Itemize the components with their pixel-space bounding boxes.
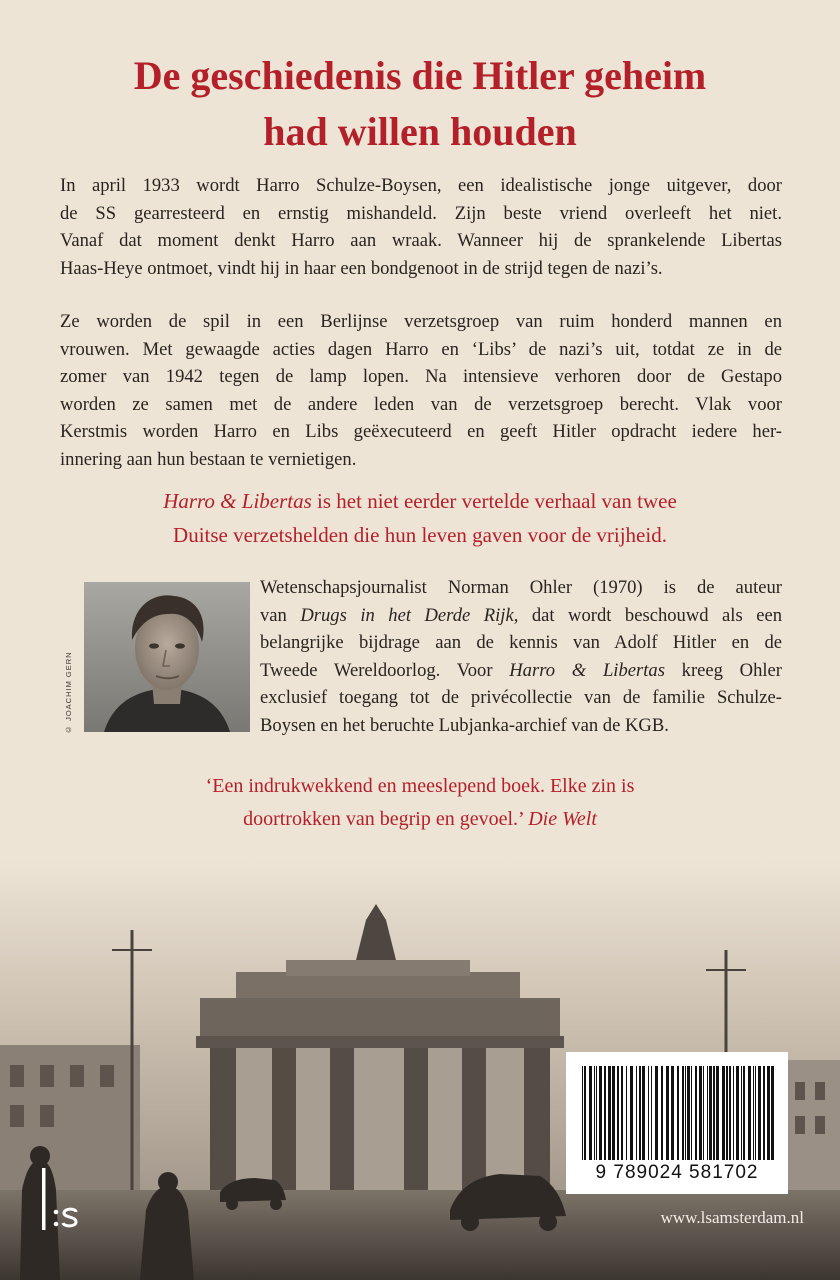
quote-1-line-1: ‘Een indrukwekkend en meeslepend boek. Elke zin is bbox=[205, 775, 635, 797]
barcode-bar bbox=[682, 1066, 684, 1160]
synopsis-line: Ze worden de spil in een Berlijnse verzetsgroep van ruim honderd mannen en bbox=[60, 311, 782, 332]
barcode-bar bbox=[666, 1066, 669, 1160]
barcode-bar bbox=[621, 1066, 623, 1160]
barcode-bar bbox=[691, 1066, 692, 1160]
tagline bbox=[0, 484, 840, 552]
author-photo bbox=[84, 582, 250, 732]
barcode-bar bbox=[594, 1066, 595, 1160]
review-quote-1 bbox=[0, 770, 840, 836]
tagline-line-1: is het niet eerder vertelde verhaal van twee bbox=[311, 489, 677, 513]
author-bio-line: Boysen en het beruchte Lubjanka-archief van de KGB. bbox=[260, 714, 669, 736]
barcode-bar bbox=[771, 1066, 774, 1160]
synopsis-line: worden ze samen met de andere leden van de verzetsgroep berecht. Vlak voor bbox=[60, 393, 782, 415]
author-bio bbox=[260, 574, 782, 739]
synopsis-line: Vanaf dat moment denkt Harro aan wraak. Wanneer hij de sprankelende Libertas bbox=[60, 230, 782, 251]
author-bio-line: van bbox=[260, 604, 301, 626]
book-title-harro: Harro & Libertas bbox=[509, 659, 665, 681]
barcode-bar bbox=[709, 1066, 712, 1160]
barcode-bar bbox=[608, 1066, 611, 1160]
barcode-bar bbox=[661, 1066, 663, 1160]
barcode-bar bbox=[648, 1066, 649, 1160]
headline-line-2: had willen houden bbox=[263, 109, 577, 154]
barcode-bar bbox=[703, 1066, 704, 1160]
barcode-bar bbox=[733, 1066, 734, 1160]
author-bio-line: kreeg Ohler bbox=[664, 659, 782, 681]
synopsis-paragraph-2 bbox=[60, 308, 782, 473]
barcode-bar bbox=[713, 1066, 715, 1160]
barcode-bar bbox=[671, 1066, 674, 1160]
author-portrait-image bbox=[84, 582, 250, 732]
synopsis-paragraph-1 bbox=[60, 172, 782, 282]
barcode-bar bbox=[630, 1066, 633, 1160]
author-bio-line: Wetenschapsjournalist Norman Ohler (1970) is de auteur bbox=[260, 577, 782, 598]
barcode-bar bbox=[617, 1066, 619, 1160]
isbn-number: 9 789024 581702 bbox=[595, 1162, 759, 1183]
barcode-bar bbox=[726, 1066, 728, 1160]
barcode-bar bbox=[584, 1066, 586, 1160]
barcode-bar bbox=[685, 1066, 686, 1160]
synopsis-line: zomer van 1942 tegen de lamp lopen. Na intensieve verhoren door de Gestapo bbox=[60, 366, 782, 387]
tagline-book-title: Harro & Libertas bbox=[163, 489, 312, 513]
barcode-bar bbox=[707, 1066, 708, 1160]
barcode-bar bbox=[741, 1066, 742, 1160]
barcode-bar bbox=[599, 1066, 602, 1160]
barcode-bar bbox=[729, 1066, 731, 1160]
barcode-bar bbox=[687, 1066, 690, 1160]
barcode bbox=[566, 1052, 788, 1194]
barcode-bar bbox=[722, 1066, 725, 1160]
barcode-bar bbox=[736, 1066, 739, 1160]
barcode-bar bbox=[639, 1066, 641, 1160]
barcode-bar bbox=[699, 1066, 702, 1160]
barcode-bar bbox=[642, 1066, 645, 1160]
author-bio-line: exclusief toegang tot de privécollectie van de familie Schulze- bbox=[260, 687, 782, 708]
synopsis-line: Kerstmis worden Harro en Libs geëxecuteerd en geeft Hitler opdracht iedere her- bbox=[60, 421, 782, 442]
barcode-bar bbox=[767, 1066, 770, 1160]
synopsis-line: de SS gearresteerd en ernstig mishandeld. Zijn beste vriend overleeft het niet. bbox=[60, 202, 782, 224]
barcode-bar bbox=[626, 1066, 627, 1160]
headline-line-1: De geschiedenis die Hitler geheim bbox=[133, 53, 707, 98]
barcode-bar bbox=[695, 1066, 697, 1160]
barcode-bar bbox=[755, 1066, 756, 1160]
book-title-drugs: Drugs in het Derde Rijk bbox=[300, 604, 514, 626]
barcode-bar bbox=[589, 1066, 592, 1160]
barcode-bar bbox=[763, 1066, 765, 1160]
photo-credit: © JOACHIM GERN bbox=[64, 651, 73, 734]
barcode-bar bbox=[753, 1066, 754, 1160]
barcode-bar bbox=[604, 1066, 606, 1160]
barcode-bar bbox=[636, 1066, 637, 1160]
quote-1-source: Die Welt bbox=[528, 808, 597, 830]
barcode-bar bbox=[758, 1066, 761, 1160]
barcode-bars bbox=[566, 1052, 788, 1164]
barcode-bar bbox=[716, 1066, 719, 1160]
synopsis-line: In april 1933 wordt Harro Schulze-Boysen, een idealistische jonge uitgever, door bbox=[60, 175, 782, 196]
barcode-bar bbox=[743, 1066, 745, 1160]
barcode-bar bbox=[596, 1066, 597, 1160]
quote-1-line-2: doortrokken van begrip en gevoel.’ bbox=[243, 808, 529, 830]
author-bio-line: , dat wordt beschouwd als een bbox=[513, 604, 783, 626]
barcode-bar bbox=[582, 1066, 583, 1160]
synopsis-line: vrouwen. Met gewaagde acties dagen Harro en ‘Libs’ de nazi’s uit, totdat ze in de bbox=[60, 338, 782, 360]
barcode-bar bbox=[655, 1066, 658, 1160]
barcode-bar bbox=[677, 1066, 679, 1160]
publisher-url[interactable]: www.lsamsterdam.nl bbox=[660, 1208, 804, 1227]
headline bbox=[0, 48, 840, 160]
ls-logo-icon bbox=[36, 1164, 86, 1234]
tagline-line-2: Duitse verzetshelden die hun leven gaven voor de vrijheid. bbox=[173, 523, 667, 547]
barcode-bar bbox=[748, 1066, 751, 1160]
author-bio-line: belangrijke bijdrage aan de kennis van Adolf Hitler en de bbox=[260, 632, 782, 653]
barcode-bar bbox=[612, 1066, 615, 1160]
publisher-logo bbox=[36, 1164, 86, 1234]
barcode-bar bbox=[651, 1066, 652, 1160]
author-bio-line: Tweede Wereldoorlog. Voor bbox=[260, 659, 510, 681]
synopsis-line: innering aan hun bestaan te vernietigen. bbox=[60, 448, 357, 470]
synopsis-line: Haas-Heye ontmoet, vindt hij in haar een bondgenoot in de strijd tegen de nazi’s. bbox=[60, 257, 663, 279]
